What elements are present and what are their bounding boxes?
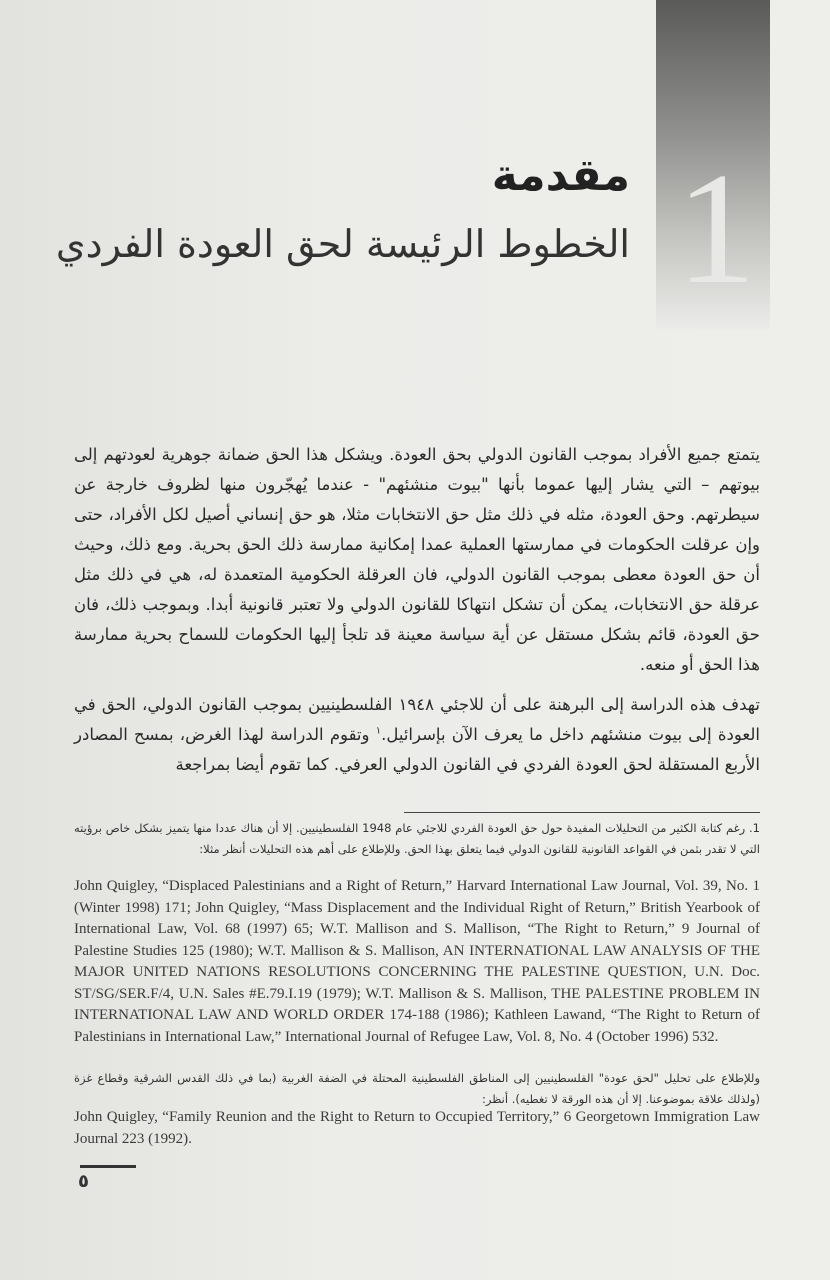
chapter-number: 1 [676,139,756,317]
footnote-arabic-1: 1. رغم كتابة الكثير من التحليلات المفيدة حول حق العودة الفردي للاجئي عام 1948 الفلسطينيين. إلا أن هناك عددا منها يتميز بشكل خاص برؤيته التي لا تقدر بثمن في القواعد القانونية للقانون الدولي فيما يتعلق بهذا الحق. وللإطلاع على أهم هذه التحليلات أنظر مثلا: [74,821,760,856]
page-number-rule [80,1165,136,1168]
chapter-title: مقدمة [491,150,630,201]
footnote-english-2: John Quigley, “Family Reunion and the Right to Return to Occupied Territory,” 6 Georgetown Immigration Law Journal 223 (1992). [74,1109,760,1147]
footnote-reference: ١ [375,725,382,737]
chapter-subtitle: الخطوط الرئيسة لحق العودة الفردي [55,222,630,266]
footnote-english-1: John Quigley, “Displaced Palestinians and a Right of Return,” Harvard International Law Journal, Vol. 39, No. 1 (Winter 1998) 171; John Quigley, “Mass Displacement and the Individual Right of Return,” British Yearbook of International Law, Vol. 68 (1997) 65; W.T. Mallison and S. Mallison, “The Right to Return,” 9 Journal of Palestine Studies 125 (1980); W.T. Mallison & S. Mallison, AN INTERNATIONAL LAW ANALYSIS OF THE MAJOR UNITED NATIONS RESOLUTIONS CONCERNING THE PALESTINE QUESTION, U.N. Doc. ST/SG/SER.F/4, U.N. Sales #E.79.I.19 (1979); W.T. Mallison & S. Mallison, THE PALESTINE PROBLEM IN INTERNATIONAL LAW AND WORLD ORDER 174-188 (1986); Kathleen Lawand, “The Right to Return of Palestinians in International Law,” International Journal of Refugee Law, Vol. 8, No. 4 (October 1996) 532. [74,878,760,1045]
body-paragraph-2-part-2: وتقوم الدراسة لهذا الغرض، بمسح المصادر الأربع المستقلة لحق العودة الفردي في القانون الدولي العرفي. كما تقوم أيضا بمراجعة [74,725,760,774]
footnote-divider [404,812,760,813]
body-paragraph-1: يتمتع جميع الأفراد بموجب القانون الدولي بحق العودة. ويشكل هذا الحق ضمانة جوهرية لعودتهم إلى بيوتهم – التي يشار إليها عموما بأنها "بيوت منشئهم" - عندما يُهجّرون منها لظروف خارجة عن سيطرتهم. وحق العودة، مثله في ذلك مثل حق الانتخابات مثلا، هو حق إنساني أصيل لكل الأفراد، حتى وإن عرقلت الحكومات في ممارستها العملية عمدا إمكانية ممارسة ذلك الحق بحرية. ومع ذلك، وحيث أن حق العودة معطى بموجب القانون الدولي، فان العرقلة الحكومية المتعمدة له، هي في ذلك مثل عرقلة حق الانتخابات، يمكن أن تشكل انتهاكا للقانون الدولي ولا تعتبر قانونية أبدا. وبموجب ذلك، فان حق العودة، قائم بشكل مستقل عن أية سياسة معينة قد تلجأ إليها الحكومات للسماح بحرية ممارسة هذا الحق أو منعه. [74,445,760,674]
body-paragraph-2 [74,690,760,780]
footnote-arabic-2: وللإطلاع على تحليل "لحق عودة" الفلسطينيين إلى المناطق الفلسطينية المحتلة في الضفة الغربية (بما في ذلك القدس الشرقية وقطاع غزة (ولذلك علاقة بموضوعنا. إلا أن هذه الورقة لا تغطيه). أنظر: [74,1071,760,1106]
body-paragraph-2-part-1: تهدف هذه الدراسة إلى البرهنة على أن للاجئي ١٩٤٨ الفلسطينيين بموجب القانون الدولي، الحق في العودة إلى بيوت منشئهم داخل ما يعرف الآن بإسرائيل. [74,695,761,744]
page-number: ٥ [78,1171,89,1192]
